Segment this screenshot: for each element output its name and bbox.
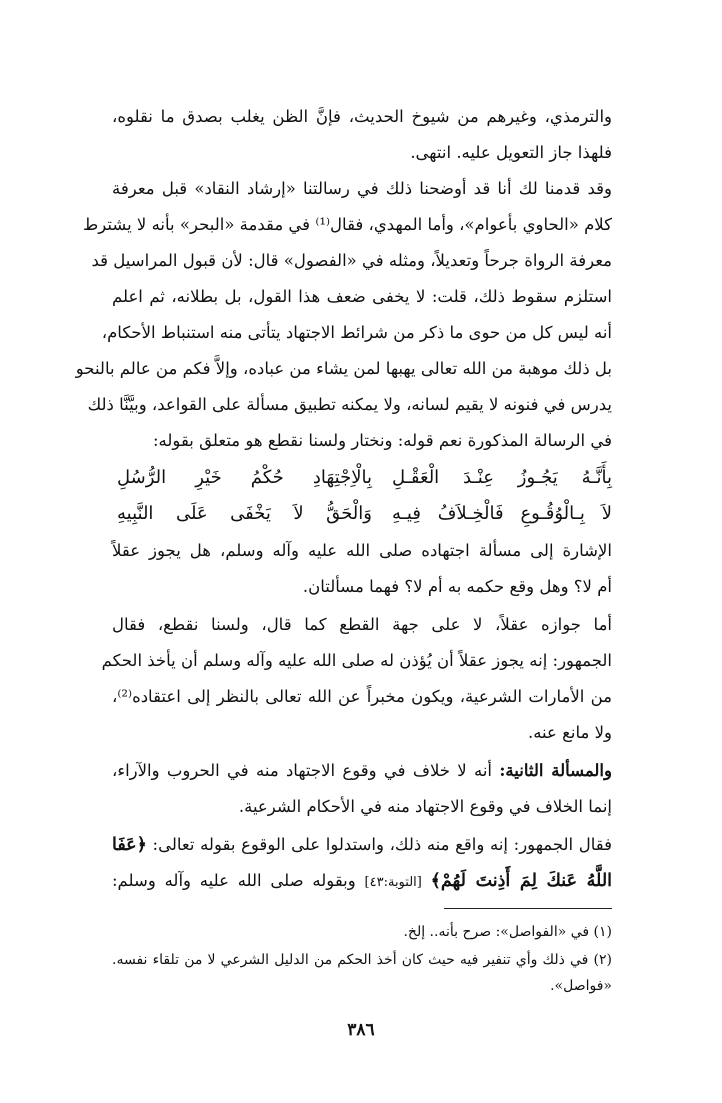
quran-quote-start: ﴿عَفَا xyxy=(112,835,147,855)
second-issue-label: والمسألة الثانية: xyxy=(499,761,612,780)
paragraph-2-line-2: كلام «الحاوي بأعوام»، وأما المهدي، فقال⁽¹⁾ في مقدمة «البحر» بأنه لا يشترط xyxy=(83,215,612,234)
paragraph-6-line-1-text: فقال الجمهور: إنه واقع منه ذلك، واستدلوا على الوقوع بقوله تعالى: xyxy=(152,835,612,854)
quran-quote-end: اللَّهُ عَنكَ لِمَ أَذِنتَ لَهُمْ﴾ xyxy=(430,871,613,891)
paragraph-2-line-4: استلزم سقوط ذلك، قلت: لا يخفى ضعف هذا القول، بل بطلانه، ثم اعلم xyxy=(112,287,612,306)
quran-reference: [التوبة:٤٣] xyxy=(364,875,422,890)
page-number: ٣٨٦ xyxy=(347,1020,375,1040)
paragraph-5-line-1 xyxy=(112,760,612,782)
paragraph-2-line-1: وقد قدمنا لك أنا قد أوضحنا ذلك في رسالتنا «إرشاد النقاد» قبل معرفة xyxy=(112,179,612,198)
poem-verse-2-second-hemistich: وَالْحَقُّ لاَ يَخْفَى عَلَى النَّبِيهِ xyxy=(117,503,372,524)
paragraph-5-line-1-text: أنه لا خلاف في وقوع الاجتهاد منه في الحروب والآراء، xyxy=(112,761,493,780)
paragraph-1-line-1: والترمذي، وغيرهم من شيوخ الحديث، فإنَّ الظن يغلب بصدق ما نقلوه، xyxy=(112,107,612,126)
paragraph-4-line-1: أما جوازه عقلاً، لا على جهة القطع كما قال، ولسنا نقطع، فقال xyxy=(112,615,612,634)
paragraph-3-line-2: أم لا؟ وهل وقع حكمه به أم لا؟ فهما مسألتان. xyxy=(302,577,612,596)
poem-verse-1-second-hemistich: بِالْاِجْتِهَادِ حُكْمُ خَيْرِ الرُّسُلِ xyxy=(117,467,372,488)
paragraph-6-line-2 xyxy=(112,870,612,894)
poem-verse-1-first-hemistich: بِأَنَّـهُ يَجُـوزُ عِنْـدَ الْعَقْـلِ xyxy=(392,467,612,488)
paragraph-3-line-1: الإشارة إلى مسألة اجتهاده صلى الله عليه وآله وسلم، هل يجوز عقلاً xyxy=(112,541,612,560)
poem-verse-2-first-hemistich: لاَ بِـالْوُقُـوعِ فَالْخِـلاَفُ فِيـهِ xyxy=(392,503,612,524)
paragraph-2-line-5: أنه ليس كل من حوى ما ذكر من شرائط الاجتهاد يتأتى منه استنباط الأحكام، xyxy=(101,323,612,342)
footnote-1: (١) في «الفواصل»: صرح بأنه.. إلخ. xyxy=(403,924,612,940)
paragraph-2-line-8: في الرسالة المذكورة نعم قوله: ونختار ولسنا نقطع هو متعلق بقوله: xyxy=(153,431,612,450)
footnote-2-continuation: «فواصل». xyxy=(550,978,612,994)
paragraph-4-line-2: الجمهور: إنه يجوز عقلاً أن يُؤذن له صلى الله عليه وآله وسلم أن يأخذ الحكم xyxy=(101,651,612,670)
footnote-2: (٢) في ذلك وأي تنفير فيه حيث كان أخذ الحكم من الدليل الشرعي لا من تلقاء نفسه. xyxy=(112,952,612,968)
paragraph-6-line-2-text: وبقوله صلى الله عليه وآله وسلم: xyxy=(112,871,356,890)
footnote-separator xyxy=(444,908,612,909)
paragraph-2-line-7: يدرس في فنونه لا يقيم لسانه، ولا يمكنه تطبيق مسألة على القواعد، وبيَّنَّا ذلك xyxy=(87,395,612,414)
paragraph-4-line-4: ولا مانع عنه. xyxy=(527,723,612,742)
paragraph-2-line-3: معرفة الرواة جرحاً وتعديلاً، ومثله في «الفصول» قال: لأن قبول المراسيل قد xyxy=(91,251,612,270)
paragraph-5-line-2: إنما الخلاف في وقوع الاجتهاد منه في الأحكام الشرعية. xyxy=(238,797,612,816)
paragraph-1-line-2: فلهذا جاز التعويل عليه. انتهى. xyxy=(410,143,612,162)
paragraph-4-line-3: من الأمارات الشرعية، ويكون مخبراً عن الله تعالى بالنظر إلى اعتقاده⁽²⁾، xyxy=(112,687,612,706)
paragraph-6-line-1 xyxy=(112,834,612,856)
paragraph-2-line-6: بل ذلك موهبة من الله تعالى يهبها لمن يشاء من عباده، وإلاَّ فكم من عالم بالنحو xyxy=(75,359,612,378)
